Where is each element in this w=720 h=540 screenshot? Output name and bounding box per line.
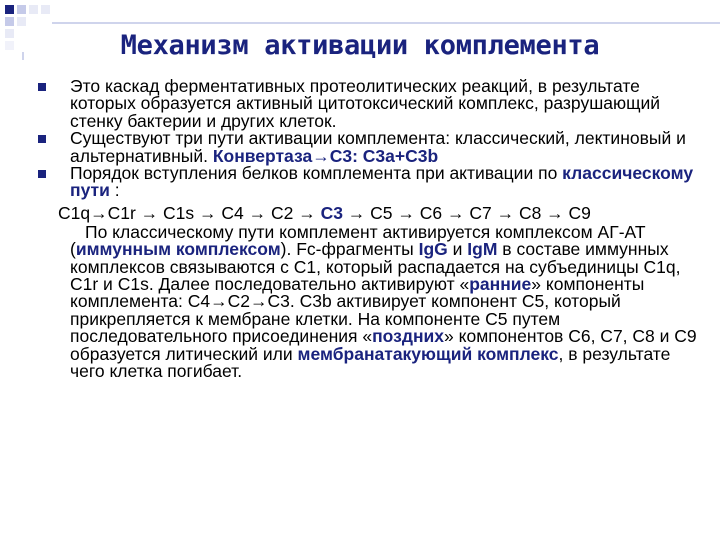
paragraph-highlight: иммунным комплексом bbox=[75, 239, 281, 260]
paragraph-highlight: поздних bbox=[372, 326, 445, 347]
paragraph-text: ). Fc-фрагменты bbox=[280, 239, 419, 260]
bullet-item bbox=[20, 165, 700, 200]
paragraph-highlight: IgG bbox=[418, 239, 448, 260]
bullet-text: Это каскад ферментативных протеолитических реакций, в результате которых образуется активный цитотоксический комплекс, разрушающий стенку бактерии и других клеток. bbox=[70, 76, 661, 131]
paragraph-text: По классическому пути комплемент активируется комплексом АГ-АТ ( bbox=[70, 221, 646, 260]
bullet-text: Порядок вступления белков комплемента при активации по bbox=[70, 163, 563, 184]
page-title: Механизм активации комплемента bbox=[120, 30, 600, 61]
paragraph-highlight: мембранатакующий комплекс bbox=[297, 343, 559, 364]
bullet-item bbox=[20, 130, 700, 165]
chain-after: → C5 → C6 → C7 → C8 → C9 bbox=[342, 202, 591, 223]
description-paragraph bbox=[20, 221, 700, 382]
bullet-square-icon bbox=[38, 135, 46, 143]
bullet-highlight: Конвертаза→С3: С3а+С3b bbox=[212, 145, 439, 166]
paragraph-highlight: ранние bbox=[469, 274, 532, 295]
activation-chain bbox=[58, 204, 700, 222]
chain-before: C1q→C1r → C1s → C4 → C2 → bbox=[58, 202, 321, 223]
paragraph-text: , в результате чего клетка погибает. bbox=[70, 343, 671, 382]
paragraph-highlight: IgM bbox=[467, 239, 498, 260]
bullet-item bbox=[20, 78, 700, 130]
paragraph-text: » компонентов С6, С7, С8 и С9 образуется литический или bbox=[70, 326, 697, 364]
paragraph-text: и bbox=[447, 239, 468, 260]
bullet-highlight: классическому пути bbox=[70, 163, 694, 201]
paragraph-text: » компоненты комплемента: С4→С2→С3. С3b активирует компонент С5, который прикрепляется к мембране клетки. На компоненте С5 путем последовательного присоединения « bbox=[70, 274, 645, 347]
bullet-tail: : bbox=[109, 180, 120, 201]
paragraph-text: в составе иммунных комплексов связываются с С1, который распадается на субъединицы C1q, C1r и C1s. Далее последовательно активируют « bbox=[70, 239, 681, 295]
slide-body bbox=[20, 78, 700, 381]
bullet-square-icon bbox=[38, 170, 46, 178]
chain-highlight: C3 bbox=[320, 202, 343, 223]
bullet-square-icon bbox=[38, 83, 46, 91]
bullet-text: Существуют три пути активации комплемента: классический, лектиновый и альтернативный. bbox=[70, 128, 686, 166]
